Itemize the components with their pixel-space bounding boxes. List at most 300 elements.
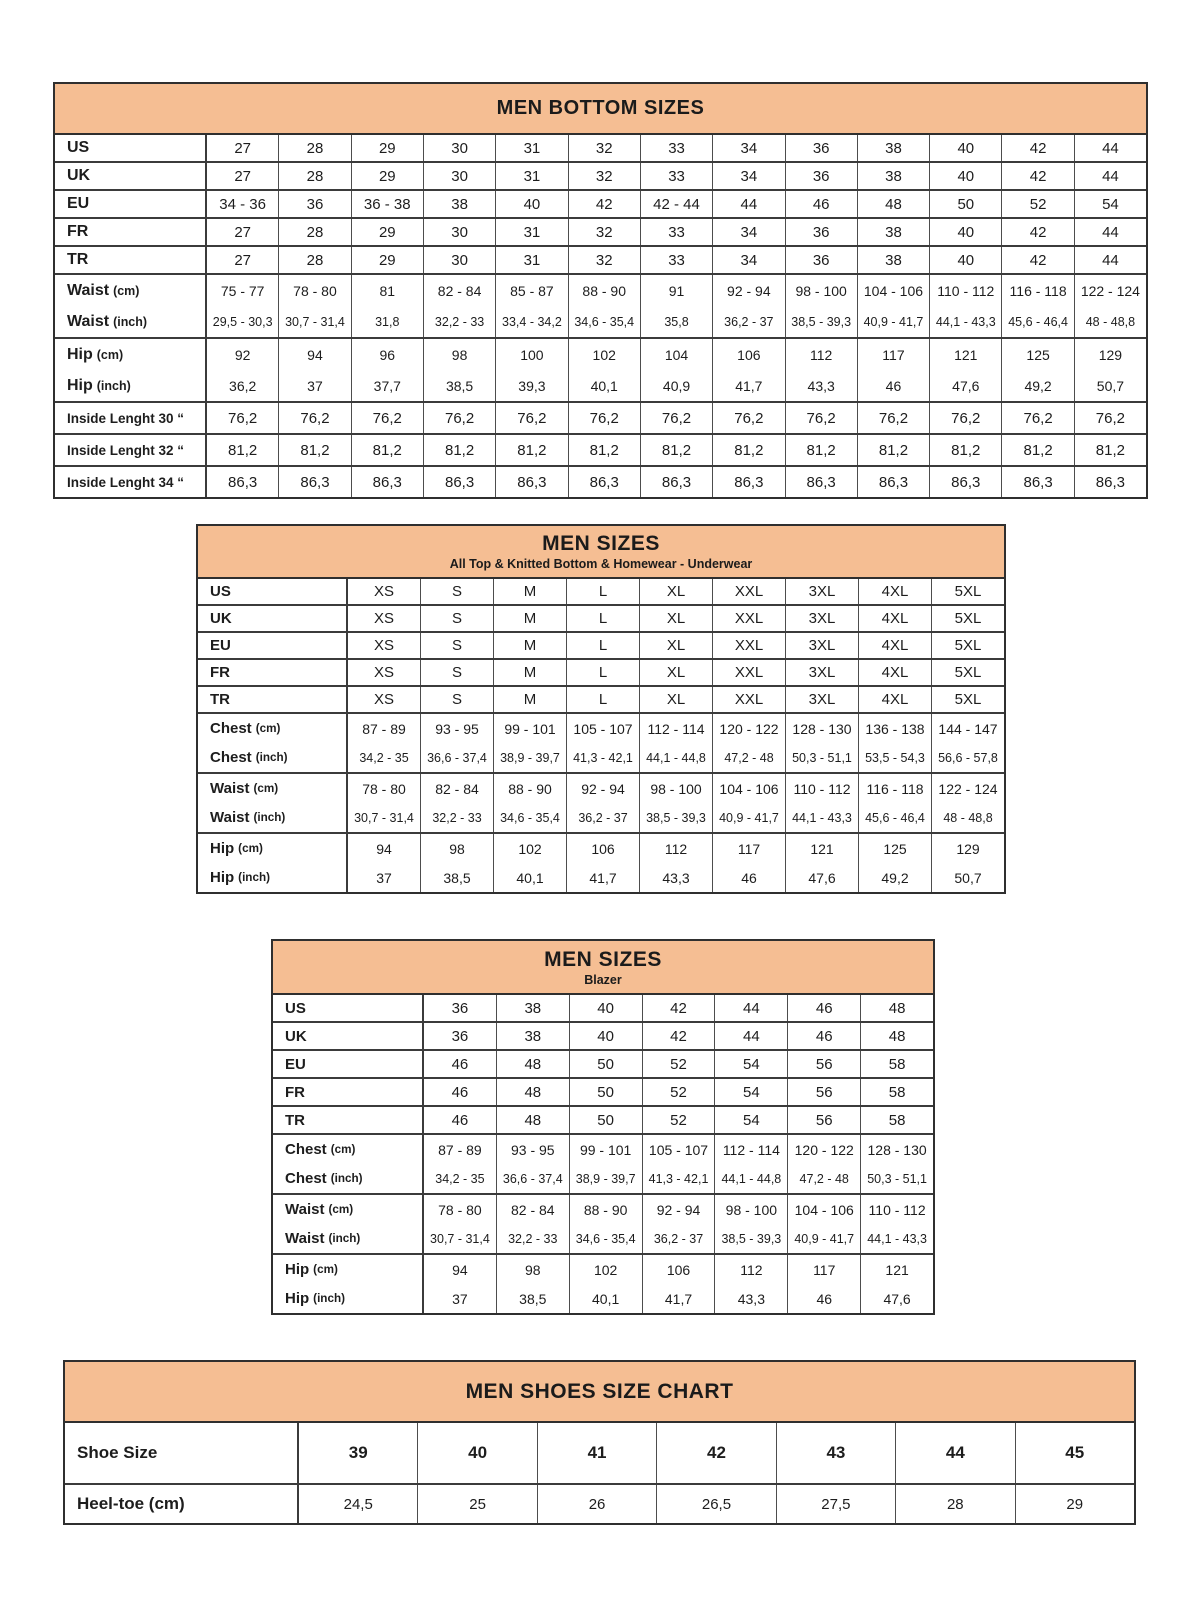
table-row: [55, 403, 1146, 433]
value-cell: 42: [642, 995, 715, 1021]
row-label: Chest (cm): [273, 1135, 424, 1164]
value-cell: 34: [712, 219, 784, 245]
value-cell: 87 - 89: [438, 1141, 482, 1158]
value-cell: 104 - 106: [787, 1195, 860, 1224]
row-group: [273, 1051, 933, 1079]
value-cell: 96: [351, 339, 423, 370]
table-row: [65, 1485, 1134, 1523]
row-label: Inside Lenght 34 “: [55, 467, 207, 497]
value-cell: 58: [860, 1079, 933, 1105]
value-cell: 36: [785, 219, 857, 245]
value-cell: 121: [785, 834, 858, 863]
table-body: [55, 135, 1146, 497]
value-cell: 4XL: [858, 687, 931, 712]
value-cell: 26: [537, 1485, 656, 1523]
value-cell: 76,2: [568, 403, 640, 433]
value-cell: 100: [495, 339, 567, 370]
value-cell: 106: [642, 1255, 715, 1284]
value-cell: 112: [785, 339, 857, 370]
value-cell: 27: [234, 139, 251, 157]
value-cell: 4XL: [858, 660, 931, 685]
value-cell: 94: [278, 339, 350, 370]
value-cell: 104 - 106: [857, 275, 929, 306]
value-cell: 91: [640, 275, 712, 306]
value-cell: L: [566, 606, 639, 631]
value-cell: 36: [451, 1027, 469, 1045]
row-group: [273, 1135, 933, 1195]
value-cell: 31: [495, 135, 567, 161]
value-cell: XXL: [712, 660, 785, 685]
value-cell: 98: [423, 339, 495, 370]
value-cell: 33: [640, 247, 712, 273]
table-header: [55, 84, 1146, 135]
row-label: Waist (cm): [55, 275, 207, 306]
value-cell: 78 - 80: [278, 275, 350, 306]
value-cell: 110 - 112: [860, 1195, 933, 1224]
value-cell: 112: [639, 834, 712, 863]
value-cell: 26,5: [656, 1485, 775, 1523]
value-cell: 76,2: [640, 403, 712, 433]
row-label-unit: (inch): [238, 871, 270, 884]
value-cell: 38: [857, 135, 929, 161]
value-cell: XL: [639, 606, 712, 631]
value-cell: 81,2: [1074, 435, 1146, 465]
row-group: [273, 995, 933, 1023]
row-label: Heel-toe (cm): [65, 1485, 299, 1523]
value-cell: 81,2: [423, 435, 495, 465]
value-cell: 28: [895, 1485, 1014, 1523]
value-cell: M: [493, 606, 566, 631]
value-cell: XXL: [712, 579, 785, 604]
row-label-unit: (cm): [253, 782, 279, 795]
value-cell: 106: [566, 834, 639, 863]
value-cell: 31: [495, 247, 567, 273]
table-row: [65, 1423, 1134, 1483]
table-row: [198, 714, 1004, 743]
value-cell: 81,2: [228, 441, 258, 459]
value-cell: 32,2 - 33: [423, 306, 495, 337]
row-label: Waist (inch): [55, 306, 207, 337]
row-label: UK: [198, 606, 348, 631]
value-cell: L: [566, 660, 639, 685]
value-cell: 36: [451, 999, 469, 1017]
value-cell: 105 - 107: [566, 714, 639, 743]
row-group: [273, 1079, 933, 1107]
value-cell: 98 - 100: [639, 774, 712, 803]
value-cell: 41,3 - 42,1: [642, 1164, 715, 1193]
men-sizes-top-table: [196, 524, 1006, 894]
row-label: Hip (cm): [198, 834, 348, 863]
value-cell: 44: [1074, 247, 1146, 273]
value-cell: 37: [376, 869, 392, 886]
value-cell: 54: [714, 1107, 787, 1133]
value-cell: 47,6: [785, 863, 858, 892]
value-cell: 125: [858, 834, 931, 863]
value-cell: 34,6 - 35,4: [493, 803, 566, 832]
value-cell: 43: [776, 1423, 895, 1483]
row-group: [198, 687, 1004, 714]
table-row: [273, 1107, 933, 1133]
table-row: [55, 219, 1146, 245]
row-label-unit: (cm): [330, 1143, 356, 1156]
value-cell: S: [420, 633, 493, 658]
value-cell: 76,2: [1074, 403, 1146, 433]
row-label: Inside Lenght 32 “: [55, 435, 207, 465]
value-cell: 117: [712, 834, 785, 863]
value-cell: 24,5: [343, 1495, 373, 1513]
value-cell: 99 - 101: [493, 714, 566, 743]
row-group: [273, 1023, 933, 1051]
value-cell: 44,1 - 43,3: [929, 306, 1001, 337]
row-group: [55, 163, 1146, 191]
value-cell: 31: [495, 219, 567, 245]
value-cell: 48: [860, 995, 933, 1021]
row-label: TR: [273, 1107, 424, 1133]
value-cell: 43,3: [639, 863, 712, 892]
value-cell: 42 - 44: [640, 191, 712, 217]
value-cell: 82 - 84: [496, 1195, 569, 1224]
value-cell: 50,3 - 51,1: [785, 743, 858, 772]
value-cell: 44,1 - 43,3: [860, 1224, 933, 1253]
value-cell: 36: [785, 135, 857, 161]
value-cell: 40,1: [493, 863, 566, 892]
value-cell: 37: [452, 1290, 468, 1307]
value-cell: 53,5 - 54,3: [858, 743, 931, 772]
value-cell: 86,3: [495, 467, 567, 497]
value-cell: 76,2: [1001, 403, 1073, 433]
value-cell: XL: [639, 579, 712, 604]
table-header: [65, 1362, 1134, 1423]
value-cell: 92: [234, 346, 251, 363]
row-label: US: [55, 135, 207, 161]
table-row: [55, 135, 1146, 161]
row-label: Waist (cm): [198, 774, 348, 803]
row-label: EU: [55, 191, 207, 217]
table-row: [273, 1195, 933, 1224]
value-cell: 44: [895, 1423, 1014, 1483]
value-cell: 30,7 - 31,4: [278, 306, 350, 337]
row-label-unit: (inch): [253, 811, 286, 824]
value-cell: 46: [451, 1083, 469, 1101]
value-cell: 85 - 87: [495, 275, 567, 306]
value-cell: 105 - 107: [642, 1135, 715, 1164]
value-cell: XS: [373, 583, 394, 600]
value-cell: 116 - 118: [1001, 275, 1073, 306]
value-cell: 116 - 118: [858, 774, 931, 803]
value-cell: 82 - 84: [423, 275, 495, 306]
value-cell: 5XL: [931, 660, 1004, 685]
table-row: [273, 1135, 933, 1164]
value-cell: 40: [929, 135, 1001, 161]
value-cell: 144 - 147: [931, 714, 1004, 743]
value-cell: 94: [376, 840, 392, 857]
value-cell: 36 - 38: [351, 191, 423, 217]
value-cell: 49,2: [1001, 370, 1073, 401]
value-cell: 33,4 - 34,2: [495, 306, 567, 337]
value-cell: 3XL: [785, 687, 858, 712]
value-cell: 122 - 124: [1074, 275, 1146, 306]
table-body: [65, 1423, 1134, 1523]
value-cell: 4XL: [858, 606, 931, 631]
row-label: Hip (cm): [273, 1255, 424, 1284]
value-cell: 50,7: [931, 863, 1004, 892]
row-group: [273, 1255, 933, 1313]
value-cell: 44,1 - 44,8: [714, 1164, 787, 1193]
value-cell: 129: [931, 834, 1004, 863]
value-cell: 49,2: [858, 863, 931, 892]
value-cell: 45: [1015, 1423, 1134, 1483]
value-cell: 98: [496, 1255, 569, 1284]
value-cell: 40,1: [569, 1284, 642, 1313]
value-cell: 44: [714, 995, 787, 1021]
table-row: [198, 863, 1004, 892]
value-cell: 28: [278, 247, 350, 273]
value-cell: 81,2: [785, 435, 857, 465]
value-cell: 37,7: [351, 370, 423, 401]
value-cell: 52: [1001, 191, 1073, 217]
value-cell: 92 - 94: [642, 1195, 715, 1224]
row-label-unit: (inch): [328, 1232, 361, 1245]
value-cell: 102: [569, 1255, 642, 1284]
value-cell: 110 - 112: [929, 275, 1001, 306]
row-group: [55, 219, 1146, 247]
value-cell: 36: [785, 247, 857, 273]
value-cell: 3XL: [785, 606, 858, 631]
value-cell: 102: [493, 834, 566, 863]
value-cell: 34,2 - 35: [359, 750, 409, 765]
value-cell: 42: [1001, 135, 1073, 161]
value-cell: 36,2 - 37: [642, 1224, 715, 1253]
table-row: [55, 163, 1146, 189]
value-cell: 32: [568, 219, 640, 245]
value-cell: 48: [496, 1107, 569, 1133]
row-group: [55, 435, 1146, 467]
value-cell: 46: [787, 1284, 860, 1313]
value-cell: 86,3: [228, 473, 258, 491]
value-cell: 5XL: [931, 687, 1004, 712]
value-cell: 29: [351, 163, 423, 189]
value-cell: 30: [423, 135, 495, 161]
table-row: [55, 247, 1146, 273]
value-cell: L: [566, 633, 639, 658]
value-cell: 76,2: [278, 403, 350, 433]
value-cell: 31: [495, 163, 567, 189]
row-label-unit: (inch): [96, 378, 131, 393]
value-cell: 86,3: [640, 467, 712, 497]
value-cell: 5XL: [931, 579, 1004, 604]
value-cell: 117: [787, 1255, 860, 1284]
value-cell: 41,7: [566, 863, 639, 892]
value-cell: 121: [860, 1255, 933, 1284]
value-cell: 47,2 - 48: [712, 743, 785, 772]
value-cell: 5XL: [931, 633, 1004, 658]
value-cell: XXL: [712, 633, 785, 658]
value-cell: 47,6: [929, 370, 1001, 401]
value-cell: 43,3: [714, 1284, 787, 1313]
row-label: UK: [273, 1023, 424, 1049]
row-label: Waist (cm): [273, 1195, 424, 1224]
value-cell: 110 - 112: [785, 774, 858, 803]
value-cell: 38: [857, 219, 929, 245]
value-cell: 33: [640, 135, 712, 161]
value-cell: 32: [568, 135, 640, 161]
value-cell: 120 - 122: [787, 1135, 860, 1164]
value-cell: 44,1 - 43,3: [785, 803, 858, 832]
value-cell: 34,2 - 35: [435, 1171, 485, 1186]
value-cell: 38: [423, 191, 495, 217]
value-cell: 81,2: [568, 435, 640, 465]
value-cell: 50: [569, 1107, 642, 1133]
table-row: [198, 834, 1004, 863]
table-subtitle: All Top & Knitted Bottom & Homewear - Underwear: [449, 557, 753, 571]
value-cell: 121: [929, 339, 1001, 370]
value-cell: 78 - 80: [362, 780, 406, 797]
value-cell: 32,2 - 33: [496, 1224, 569, 1253]
value-cell: 38,5 - 39,3: [785, 306, 857, 337]
value-cell: 30: [423, 247, 495, 273]
table-row: [273, 1284, 933, 1313]
value-cell: 40: [569, 995, 642, 1021]
value-cell: 34: [712, 163, 784, 189]
value-cell: 81,2: [712, 435, 784, 465]
value-cell: 104 - 106: [712, 774, 785, 803]
row-group: [273, 1195, 933, 1255]
row-group: [65, 1423, 1134, 1485]
value-cell: XS: [373, 664, 394, 681]
row-group: [55, 191, 1146, 219]
value-cell: 29,5 - 30,3: [212, 314, 273, 329]
row-label: Chest (inch): [198, 743, 348, 772]
value-cell: M: [493, 687, 566, 712]
table-header: [273, 941, 933, 995]
value-cell: S: [420, 660, 493, 685]
value-cell: 50,3 - 51,1: [860, 1164, 933, 1193]
value-cell: 40: [417, 1423, 536, 1483]
value-cell: 86,3: [568, 467, 640, 497]
row-label-unit: (cm): [113, 283, 140, 298]
value-cell: 41,7: [642, 1284, 715, 1313]
value-cell: 106: [712, 339, 784, 370]
value-cell: 120 - 122: [712, 714, 785, 743]
value-cell: 86,3: [1001, 467, 1073, 497]
value-cell: XXL: [712, 606, 785, 631]
table-row: [55, 467, 1146, 497]
value-cell: 81,2: [1001, 435, 1073, 465]
value-cell: 36: [785, 163, 857, 189]
value-cell: 52: [642, 1079, 715, 1105]
value-cell: 93 - 95: [496, 1135, 569, 1164]
value-cell: 34 - 36: [219, 195, 266, 213]
value-cell: 39,3: [495, 370, 567, 401]
value-cell: 81,2: [278, 435, 350, 465]
value-cell: 88 - 90: [568, 275, 640, 306]
value-cell: 56: [787, 1107, 860, 1133]
table-title: MEN BOTTOM SIZES: [496, 97, 705, 119]
value-cell: 3XL: [785, 579, 858, 604]
value-cell: 81: [351, 275, 423, 306]
row-group: [198, 834, 1004, 892]
value-cell: L: [566, 687, 639, 712]
value-cell: 40: [569, 1023, 642, 1049]
value-cell: 40: [929, 247, 1001, 273]
value-cell: 86,3: [857, 467, 929, 497]
value-cell: 46: [712, 863, 785, 892]
value-cell: 32: [568, 247, 640, 273]
value-cell: M: [493, 660, 566, 685]
table-title: MEN SIZES: [542, 532, 660, 555]
value-cell: 42: [1001, 219, 1073, 245]
value-cell: XS: [373, 637, 394, 654]
value-cell: 128 - 130: [860, 1135, 933, 1164]
value-cell: 40,9 - 41,7: [787, 1224, 860, 1253]
value-cell: 33: [640, 219, 712, 245]
value-cell: 27: [234, 223, 251, 241]
value-cell: 42: [642, 1023, 715, 1049]
value-cell: 28: [278, 163, 350, 189]
row-group: [55, 403, 1146, 435]
value-cell: 81,2: [929, 435, 1001, 465]
value-cell: 29: [351, 135, 423, 161]
value-cell: 92 - 94: [566, 774, 639, 803]
value-cell: XL: [639, 660, 712, 685]
value-cell: 128 - 130: [785, 714, 858, 743]
table-row: [55, 275, 1146, 306]
value-cell: 86,3: [351, 467, 423, 497]
row-label: US: [273, 995, 424, 1021]
value-cell: 41,7: [712, 370, 784, 401]
value-cell: 42: [1001, 163, 1073, 189]
value-cell: 41,3 - 42,1: [566, 743, 639, 772]
row-label-unit: (cm): [96, 347, 124, 362]
table-row: [55, 339, 1146, 370]
table-row: [273, 1023, 933, 1049]
table-row: [198, 579, 1004, 604]
value-cell: 56: [787, 1079, 860, 1105]
value-cell: 50: [569, 1051, 642, 1077]
value-cell: 52: [642, 1107, 715, 1133]
value-cell: 86,3: [1074, 467, 1146, 497]
row-label: TR: [198, 687, 348, 712]
row-label: FR: [273, 1079, 424, 1105]
value-cell: 46: [787, 995, 860, 1021]
value-cell: 3XL: [785, 633, 858, 658]
value-cell: 94: [452, 1261, 468, 1278]
value-cell: 42: [568, 191, 640, 217]
value-cell: 33: [640, 163, 712, 189]
value-cell: 44: [1074, 163, 1146, 189]
value-cell: 42: [1001, 247, 1073, 273]
value-cell: 50,7: [1074, 370, 1146, 401]
value-cell: 30: [423, 219, 495, 245]
value-cell: 40,9: [640, 370, 712, 401]
row-label: Hip (inch): [273, 1284, 424, 1313]
row-label-unit: (cm): [255, 722, 281, 735]
value-cell: 34,6 - 35,4: [568, 306, 640, 337]
value-cell: 54: [1074, 191, 1146, 217]
row-label: EU: [198, 633, 348, 658]
value-cell: 29: [351, 247, 423, 273]
value-cell: 27: [234, 251, 251, 269]
value-cell: 43,3: [785, 370, 857, 401]
value-cell: 93 - 95: [420, 714, 493, 743]
value-cell: 29: [1015, 1485, 1134, 1523]
table-subtitle: Blazer: [584, 972, 622, 987]
table-header: [198, 526, 1004, 579]
value-cell: 76,2: [857, 403, 929, 433]
value-cell: 54: [714, 1051, 787, 1077]
value-cell: 75 - 77: [220, 282, 265, 299]
row-label: Hip (inch): [55, 370, 207, 401]
